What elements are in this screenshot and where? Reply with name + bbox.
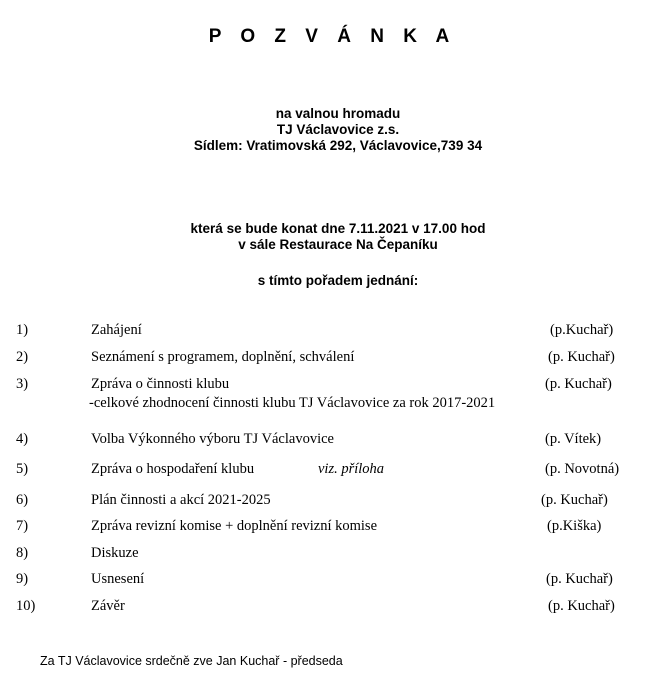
agenda-item-note: viz. příloha: [318, 461, 385, 477]
agenda-item-number: 3): [16, 376, 29, 392]
agenda-intro-text: s tímto pořadem jednání:: [257, 273, 419, 288]
agenda-item: [0, 598, 665, 615]
agenda-item-number: 10): [16, 598, 36, 614]
agenda-item-number: 1): [16, 322, 29, 338]
agenda-item-text: Usnesení: [91, 571, 145, 587]
agenda-item-number: 6): [16, 492, 29, 508]
agenda-item: [0, 518, 665, 535]
agenda-item: [0, 545, 665, 562]
agenda-item-responsible: (p. Kuchař): [546, 571, 613, 587]
agenda-item-text: Závěr: [91, 598, 125, 614]
agenda-item-text: Plán činnosti a akcí 2021-2025: [91, 492, 271, 508]
meeting-line-2: v sále Restaurace Na Čepaníku: [238, 237, 438, 252]
header-line-2: TJ Václavovice z.s.: [276, 122, 400, 137]
agenda-item: [0, 492, 665, 509]
agenda-item-number: 8): [16, 545, 29, 561]
agenda-item-number: 4): [16, 431, 29, 447]
agenda-item: [0, 461, 665, 478]
agenda-item-text: Zahájení: [91, 322, 142, 338]
agenda-item: [0, 571, 665, 588]
agenda-item: [0, 349, 665, 366]
header-line-3: Sídlem: Vratimovská 292, Václavovice,739 34: [193, 138, 483, 153]
agenda-item-text: Zpráva revizní komise + doplnění revizní komise: [91, 518, 378, 534]
agenda-item-number: 7): [16, 518, 29, 534]
agenda-item-responsible: (p.Kuchař): [550, 322, 614, 338]
agenda-item-responsible: (p. Kuchař): [545, 376, 612, 392]
document-title: P O Z V Á N K A: [208, 26, 457, 47]
agenda-item: [0, 322, 665, 339]
agenda-item-text: Volba Výkonného výboru TJ Václavovice: [91, 431, 334, 447]
agenda-item-responsible: (p. Kuchař): [548, 349, 615, 365]
agenda-item-number: 9): [16, 571, 29, 587]
agenda-item-text: Seznámení s programem, doplnění, schválení: [91, 349, 355, 365]
agenda-item-responsible: (p. Vítek): [545, 431, 602, 447]
agenda-item-text: Zpráva o hospodaření klubu: [91, 461, 255, 477]
agenda-item-responsible: (p.Kiška): [547, 518, 602, 534]
agenda-item: [0, 376, 665, 393]
agenda-item-subline: [0, 395, 665, 412]
agenda-item-responsible: (p. Kuchař): [541, 492, 608, 508]
agenda-item-text: Diskuze: [91, 545, 139, 561]
agenda-item: [0, 431, 665, 448]
agenda-item-number: 2): [16, 349, 29, 365]
header-line-1: na valnou hromadu: [275, 106, 401, 121]
footer-signature: Za TJ Václavovice srdečně zve Jan Kuchař - předseda: [40, 654, 343, 668]
agenda-item-text: Zpráva o činnosti klubu: [91, 376, 230, 392]
agenda-item-responsible: (p. Kuchař): [548, 598, 615, 614]
agenda-item-subtext: -celkové zhodnocení činnosti klubu TJ Václavovice za rok 2017-2021: [89, 395, 496, 411]
agenda-item-responsible: (p. Novotná): [545, 461, 620, 477]
meeting-line-1: která se bude konat dne 7.11.2021 v 17.00 hod: [190, 221, 486, 236]
agenda-item-number: 5): [16, 461, 29, 477]
